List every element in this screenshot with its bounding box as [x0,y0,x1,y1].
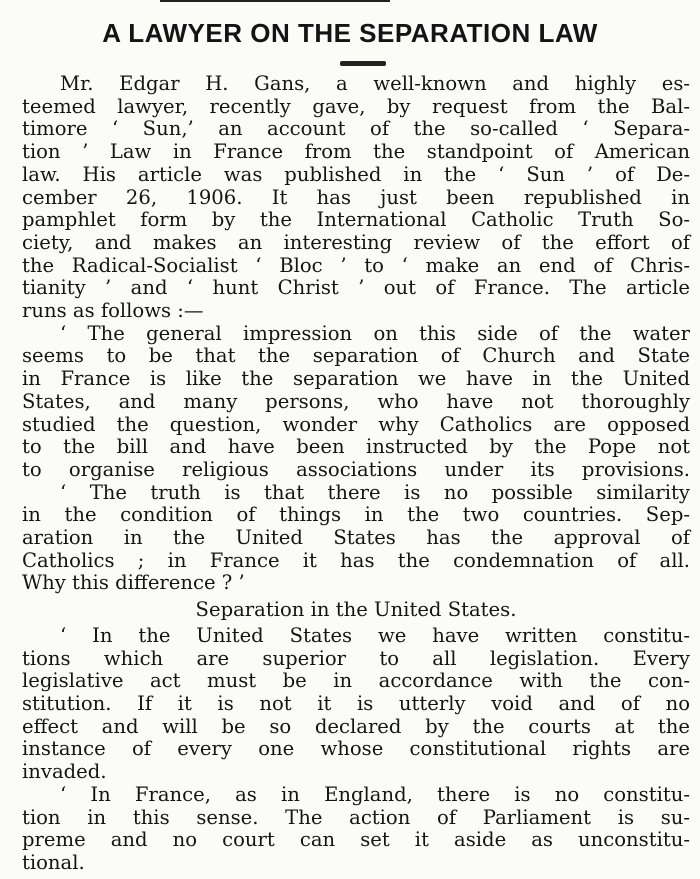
text-line: preme and no court can set it aside as unconstitu- [22,828,690,852]
text-line: legislative act must be in accordance with the con- [22,669,690,693]
text-line: tions which are superior to all legislation. Every [22,646,690,670]
paragraph [22,73,690,323]
text-line: pamphlet form by the International Catholic Truth So- [22,208,690,232]
text-line: Catholics ; in France it has the condemnation of all. [22,548,690,572]
text-line: aration in the United States has the approval of [22,526,690,550]
text-line: teemed lawyer, recently gave, by request from the Bal- [22,94,690,118]
text-line: law. His article was published in the ‘ Sun ’ of De- [22,162,690,186]
text-line: invaded. [22,760,107,784]
text-line: ‘ The truth is that there is no possible similarity [60,480,690,504]
text-line: ciety, and makes an interesting review of the effort of [22,230,690,254]
article-headline: A LAWYER ON THE SEPARATION LAW [102,18,598,48]
text-line: ‘ In the United States we have written constitu- [60,623,690,647]
text-line: stitution. If it is not it is utterly void and of no [22,691,690,715]
text-line: runs as follows :— [22,299,204,323]
headline-rule [340,61,386,66]
text-line: ‘ The general impression on this side of the water [60,321,690,345]
paragraph [22,323,690,595]
text-line: to the bill and have been instructed by the Pope not [22,435,690,459]
section-subheading: Separation in the United States. [195,598,517,622]
text-line: the Radical-Socialist ‘ Bloc ’ to ‘ make an end of Chris- [22,253,690,277]
paragraph [22,625,690,784]
text-line: tion ’ Law in France from the standpoint of American [22,140,690,164]
text-line: cember 26, 1906. It has just been republished in [22,185,690,209]
text-line: to organise religious associations under its provisions. [22,457,690,481]
text-line: Why this difference ? ’ [22,571,245,595]
text-line: seems to be that the separation of Church and State [22,344,690,368]
text-line: studied the question, wonder why Catholics are opposed [22,412,690,436]
text-line: States, and many persons, who have not thoroughly [22,389,690,413]
text-line: timore ‘ Sun,’ an account of the so-called ‘ Separa- [22,117,690,141]
text-line: Mr. Edgar H. Gans, a well-known and highly es- [60,72,690,95]
text-line: ‘ In France, as in England, there is no constitu- [60,782,690,806]
text-line: tianity ’ and ‘ hunt Christ ’ out of France. The article [22,276,690,300]
paragraph [22,784,690,875]
text-line: effect and will be so declared by the courts at the [22,714,690,738]
text-line: instance of every one whose constitutional rights are [22,737,690,761]
text-line: tional. [22,850,85,874]
top-rule [160,0,390,2]
text-line: in the condition of things in the two countries. Sep- [22,503,690,527]
article-body [22,73,690,875]
text-line: tion in this sense. The action of Parliament is su- [22,805,690,829]
text-line: in France is like the separation we have in the United [22,367,690,391]
